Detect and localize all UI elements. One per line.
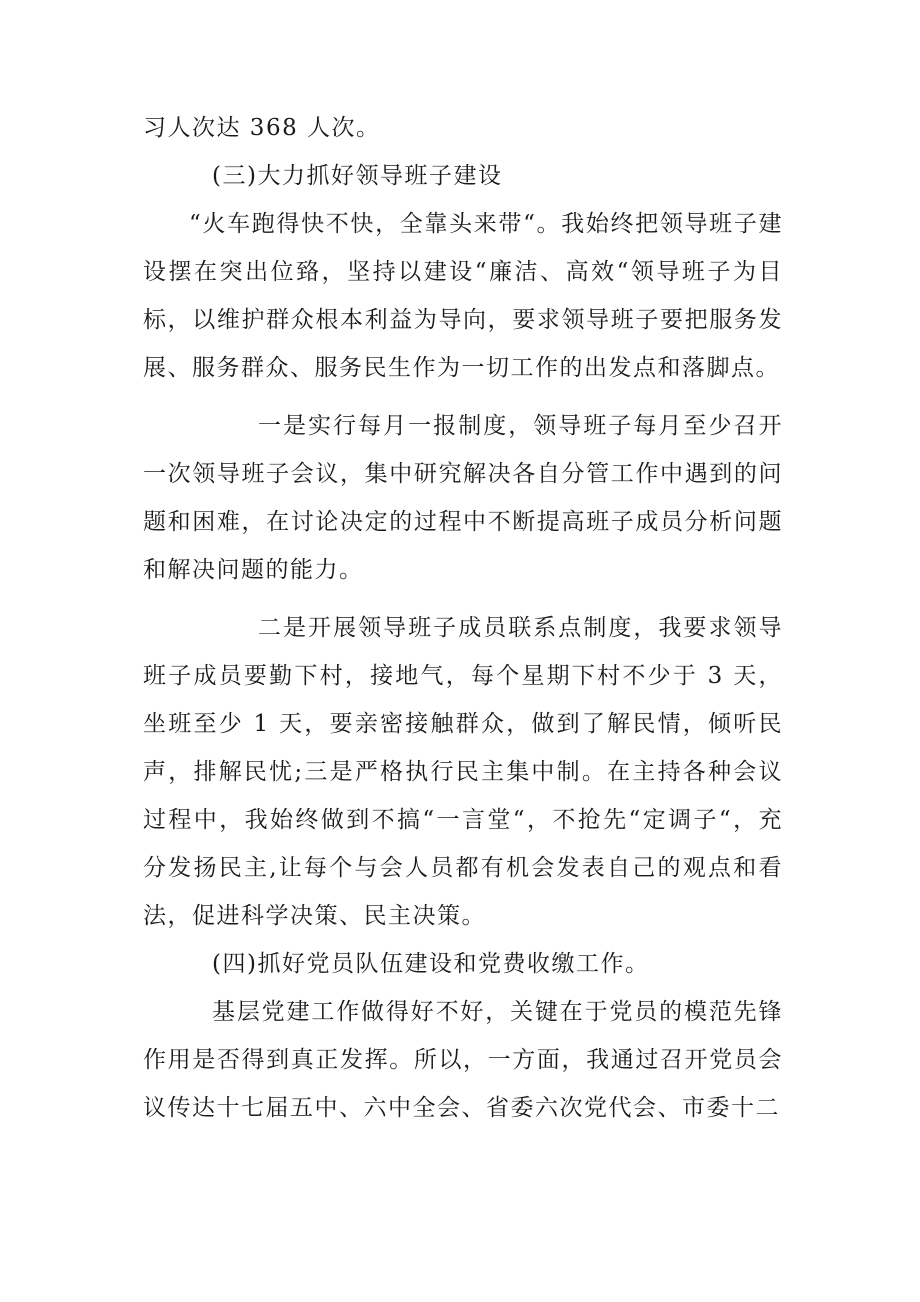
paragraph-contact-points: 二是开展领导班子成员联系点制度，我要求领导班子成员要勤下村，接地气，每个星期下村不少于 3 天，坐班至少 1 天，要亲密接触群众，做到了解民情，倾听民声，排解民忧;三是严格执行民主集中制。在主持各种会议过程中，我始终做到不搞“一言堂“，不抢先“定调子“，充分发扬民主,让每个与会人员都有机会发表自己的观点和看法，促进科学决策、民主决策。 <box>143 615 783 929</box>
paragraph-leadership-intro: “火车跑得快不快，全靠头来带“。我始终把领导班子建设摆在突出位臵，坚持以建设“廉洁、高效“领导班子为目标，以维护群众根本利益为导向，要求领导班子要把服务发展、服务群众、服务民生作为一切工作的出发点和落脚点。 <box>143 211 783 381</box>
section-heading-3: (三)大力抓好领导班子建设 <box>212 163 503 189</box>
section-heading-4: (四)抓好党员队伍建设和党费收缴工作。 <box>212 951 650 977</box>
paragraph-monthly-report: 一是实行每月一报制度，领导班子每月至少召开一次领导班子会议，集中研究解决各自分管工作中遇到的问题和困难，在讨论决定的过程中不断提高班子成员分析问题和解决问题的能力。 <box>143 413 783 583</box>
document-body <box>143 104 783 1132</box>
paragraph-party-members: 基层党建工作做得好不好，关键在于党员的模范先锋作用是否得到真正发挥。所以，一方面，我通过召开党员会议传达十七届五中、六中全会、省委六次党代会、市委十二 <box>143 999 783 1121</box>
paragraph-continuation: 习人次达 368 人次。 <box>143 115 381 141</box>
